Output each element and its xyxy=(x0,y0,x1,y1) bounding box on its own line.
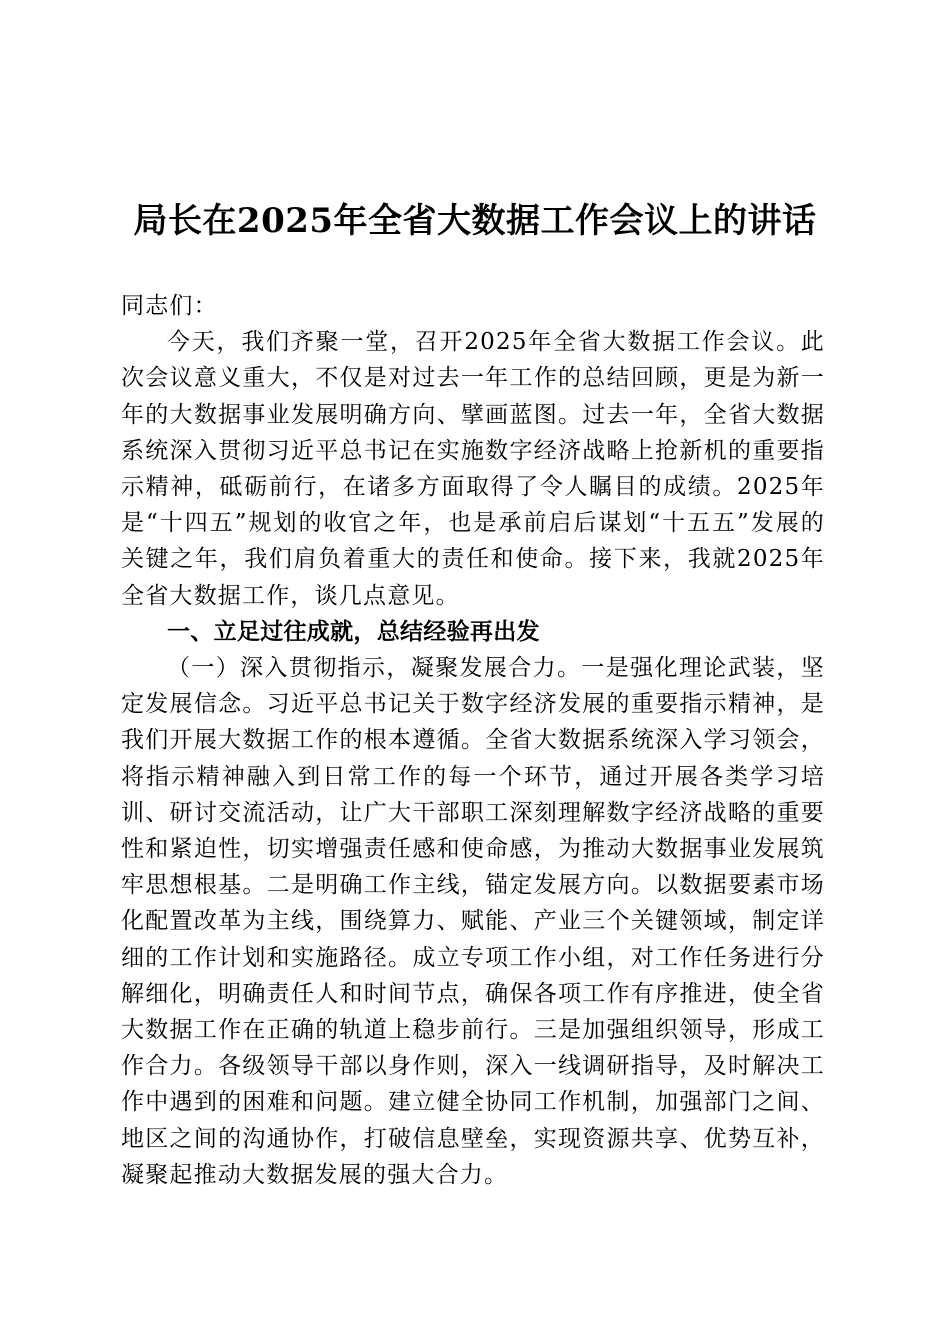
greeting: 同志们： xyxy=(121,293,218,319)
section-heading: 一、立足过往成就，总结经验再出发 xyxy=(167,618,540,645)
document-body xyxy=(121,288,825,1193)
document-title: 局长在2025年全省大数据工作会议上的讲话 xyxy=(133,201,817,241)
intro-paragraph: 今天，我们齐聚一堂，召开2025年全省大数据工作会议。此次会议意义重大，不仅是对过去一年工作的总结回顾，更是为新一年的大数据事业发展明确方向、擘画蓝图。过去一年，全省大数据系统深入贯彻习近平总书记在实施数字经济战略上抢新机的重要指示精神，砥砺前行，在诸多方面取得了令人瞩目的成绩。2025年是“十四五”规划的收官之年，也是承前启后谋划“十五五”发展的关键之年，我们肩负着重大的责任和使命。接下来，我就2025年全省大数据工作，谈几点意见。 xyxy=(121,329,825,609)
section-paragraph: （一）深入贯彻指示，凝聚发展合力。一是强化理论武装，坚定发展信念。习近平总书记关于数字经济发展的重要指示精神，是我们开展大数据工作的根本遵循。全省大数据系统深入学习领会，将指示精神融入到日常工作的每一个环节，通过开展各类学习培训、研讨交流活动，让广大干部职工深刻理解数字经济战略的重要性和紧迫性，切实增强责任感和使命感，为推动大数据事业发展筑牢思想根基。二是明确工作主线，锚定发展方向。以数据要素市场化配置改革为主线，围绕算力、赋能、产业三个关键领域，制定详细的工作计划和实施路径。成立专项工作小组，对工作任务进行分解细化，明确责任人和时间节点，确保各项工作有序推进，使全省大数据工作在正确的轨道上稳步前行。三是加强组织领导，形成工作合力。各级领导干部以身作则，深入一线调研指导，及时解决工作中遇到的困难和问题。建立健全协同工作机制，加强部门之间、地区之间的沟通协作，打破信息壁垒，实现资源共享、优势互补，凝聚起推动大数据发展的强大合力。 xyxy=(121,655,825,1188)
